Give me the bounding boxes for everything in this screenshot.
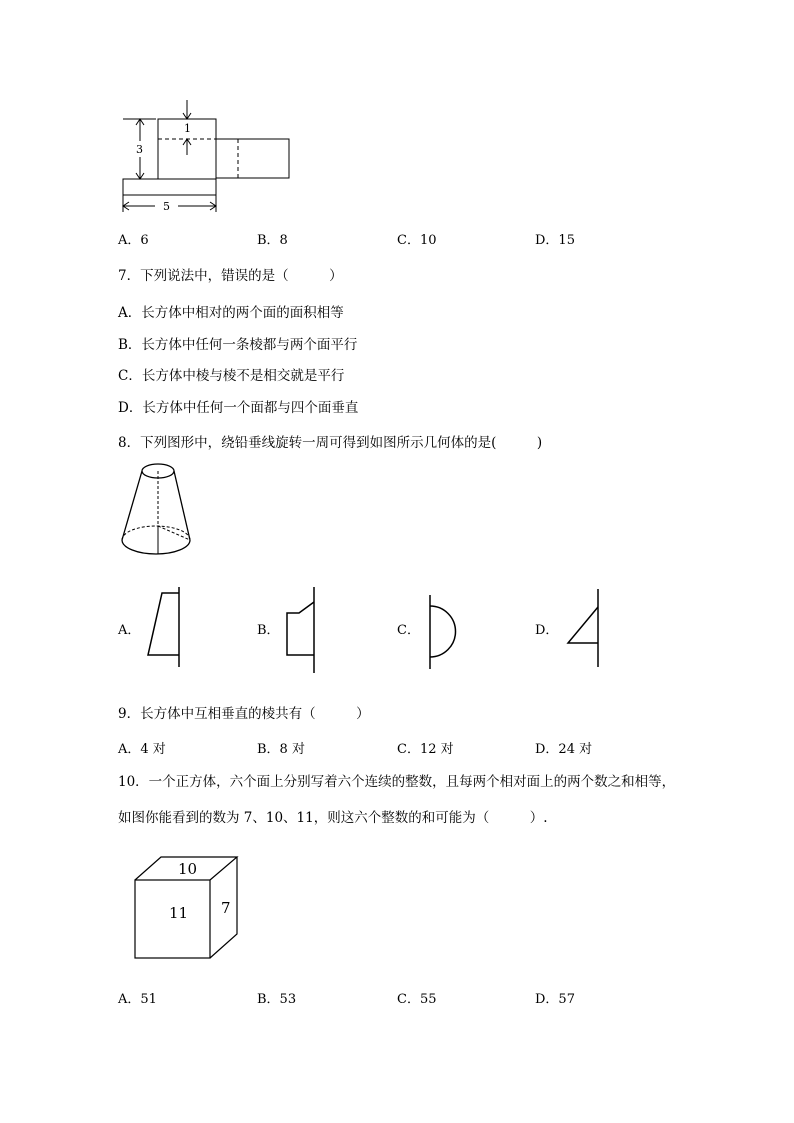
q10-option-b[interactable]: B．53 — [257, 992, 297, 1007]
q8-option-b-figure[interactable] — [280, 585, 330, 670]
q7-option-c[interactable]: C．长方体中棱与棱不是相交就是平行 — [118, 368, 345, 384]
q10-stem-line-2: 如图你能看到的数为 7、10、11，则这六个整数的和可能为（ ）. — [118, 810, 548, 826]
q6-label-top: 1 — [184, 122, 191, 135]
q6-net-figure — [110, 95, 310, 220]
q7-option-b[interactable]: B．长方体中任何一条棱都与两个面平行 — [118, 337, 358, 353]
q6-option-c[interactable]: C．10 — [397, 233, 437, 248]
q9-option-c[interactable]: C．12 对 — [397, 742, 454, 757]
q7-option-a[interactable]: A．长方体中相对的两个面的面积相等 — [118, 305, 344, 321]
q7-stem: 7．下列说法中，错误的是（ ） — [118, 268, 343, 284]
q8-option-c-label[interactable]: C． — [397, 623, 420, 638]
q8-option-a-figure[interactable] — [140, 585, 190, 670]
q10-cube-top-number: 10 — [178, 860, 198, 878]
q6-label-bottom: 5 — [163, 200, 170, 213]
q7-option-d[interactable]: D．长方体中任何一个面都与四个面垂直 — [118, 400, 359, 416]
q10-cube-front-number: 11 — [169, 904, 189, 922]
q10-cube-right-number: 7 — [221, 899, 231, 917]
q8-option-d-label[interactable]: D． — [535, 623, 559, 638]
q9-option-d[interactable]: D．24 对 — [535, 742, 593, 757]
q9-option-a[interactable]: A．4 对 — [118, 742, 166, 757]
q6-option-a[interactable]: A．6 — [118, 233, 149, 248]
q6-label-side: 3 — [136, 143, 143, 156]
q8-stem: 8．下列图形中，绕铅垂线旋转一周可得到如图所示几何体的是( ) — [118, 435, 543, 451]
q10-cube-figure — [130, 852, 245, 964]
q10-option-a[interactable]: A．51 — [118, 992, 157, 1007]
q9-option-b[interactable]: B．8 对 — [257, 742, 305, 757]
q10-stem-line-1: 10．一个正方体，六个面上分别写着六个连续的整数，且每两个相对面上的两个数之和相等， — [118, 774, 676, 790]
q8-option-c-figure[interactable] — [420, 585, 470, 670]
q6-option-b[interactable]: B．8 — [257, 233, 288, 248]
q8-frustum-figure — [115, 460, 200, 560]
q9-stem: 9．长方体中互相垂直的棱共有（ ） — [118, 706, 370, 722]
q8-option-d-figure[interactable] — [560, 585, 610, 670]
q8-option-b-label[interactable]: B． — [257, 623, 280, 638]
q10-option-c[interactable]: C．55 — [397, 992, 437, 1007]
q10-option-d[interactable]: D．57 — [535, 992, 575, 1007]
q6-option-d[interactable]: D．15 — [535, 233, 575, 248]
q8-option-a-label[interactable]: A． — [118, 623, 141, 638]
